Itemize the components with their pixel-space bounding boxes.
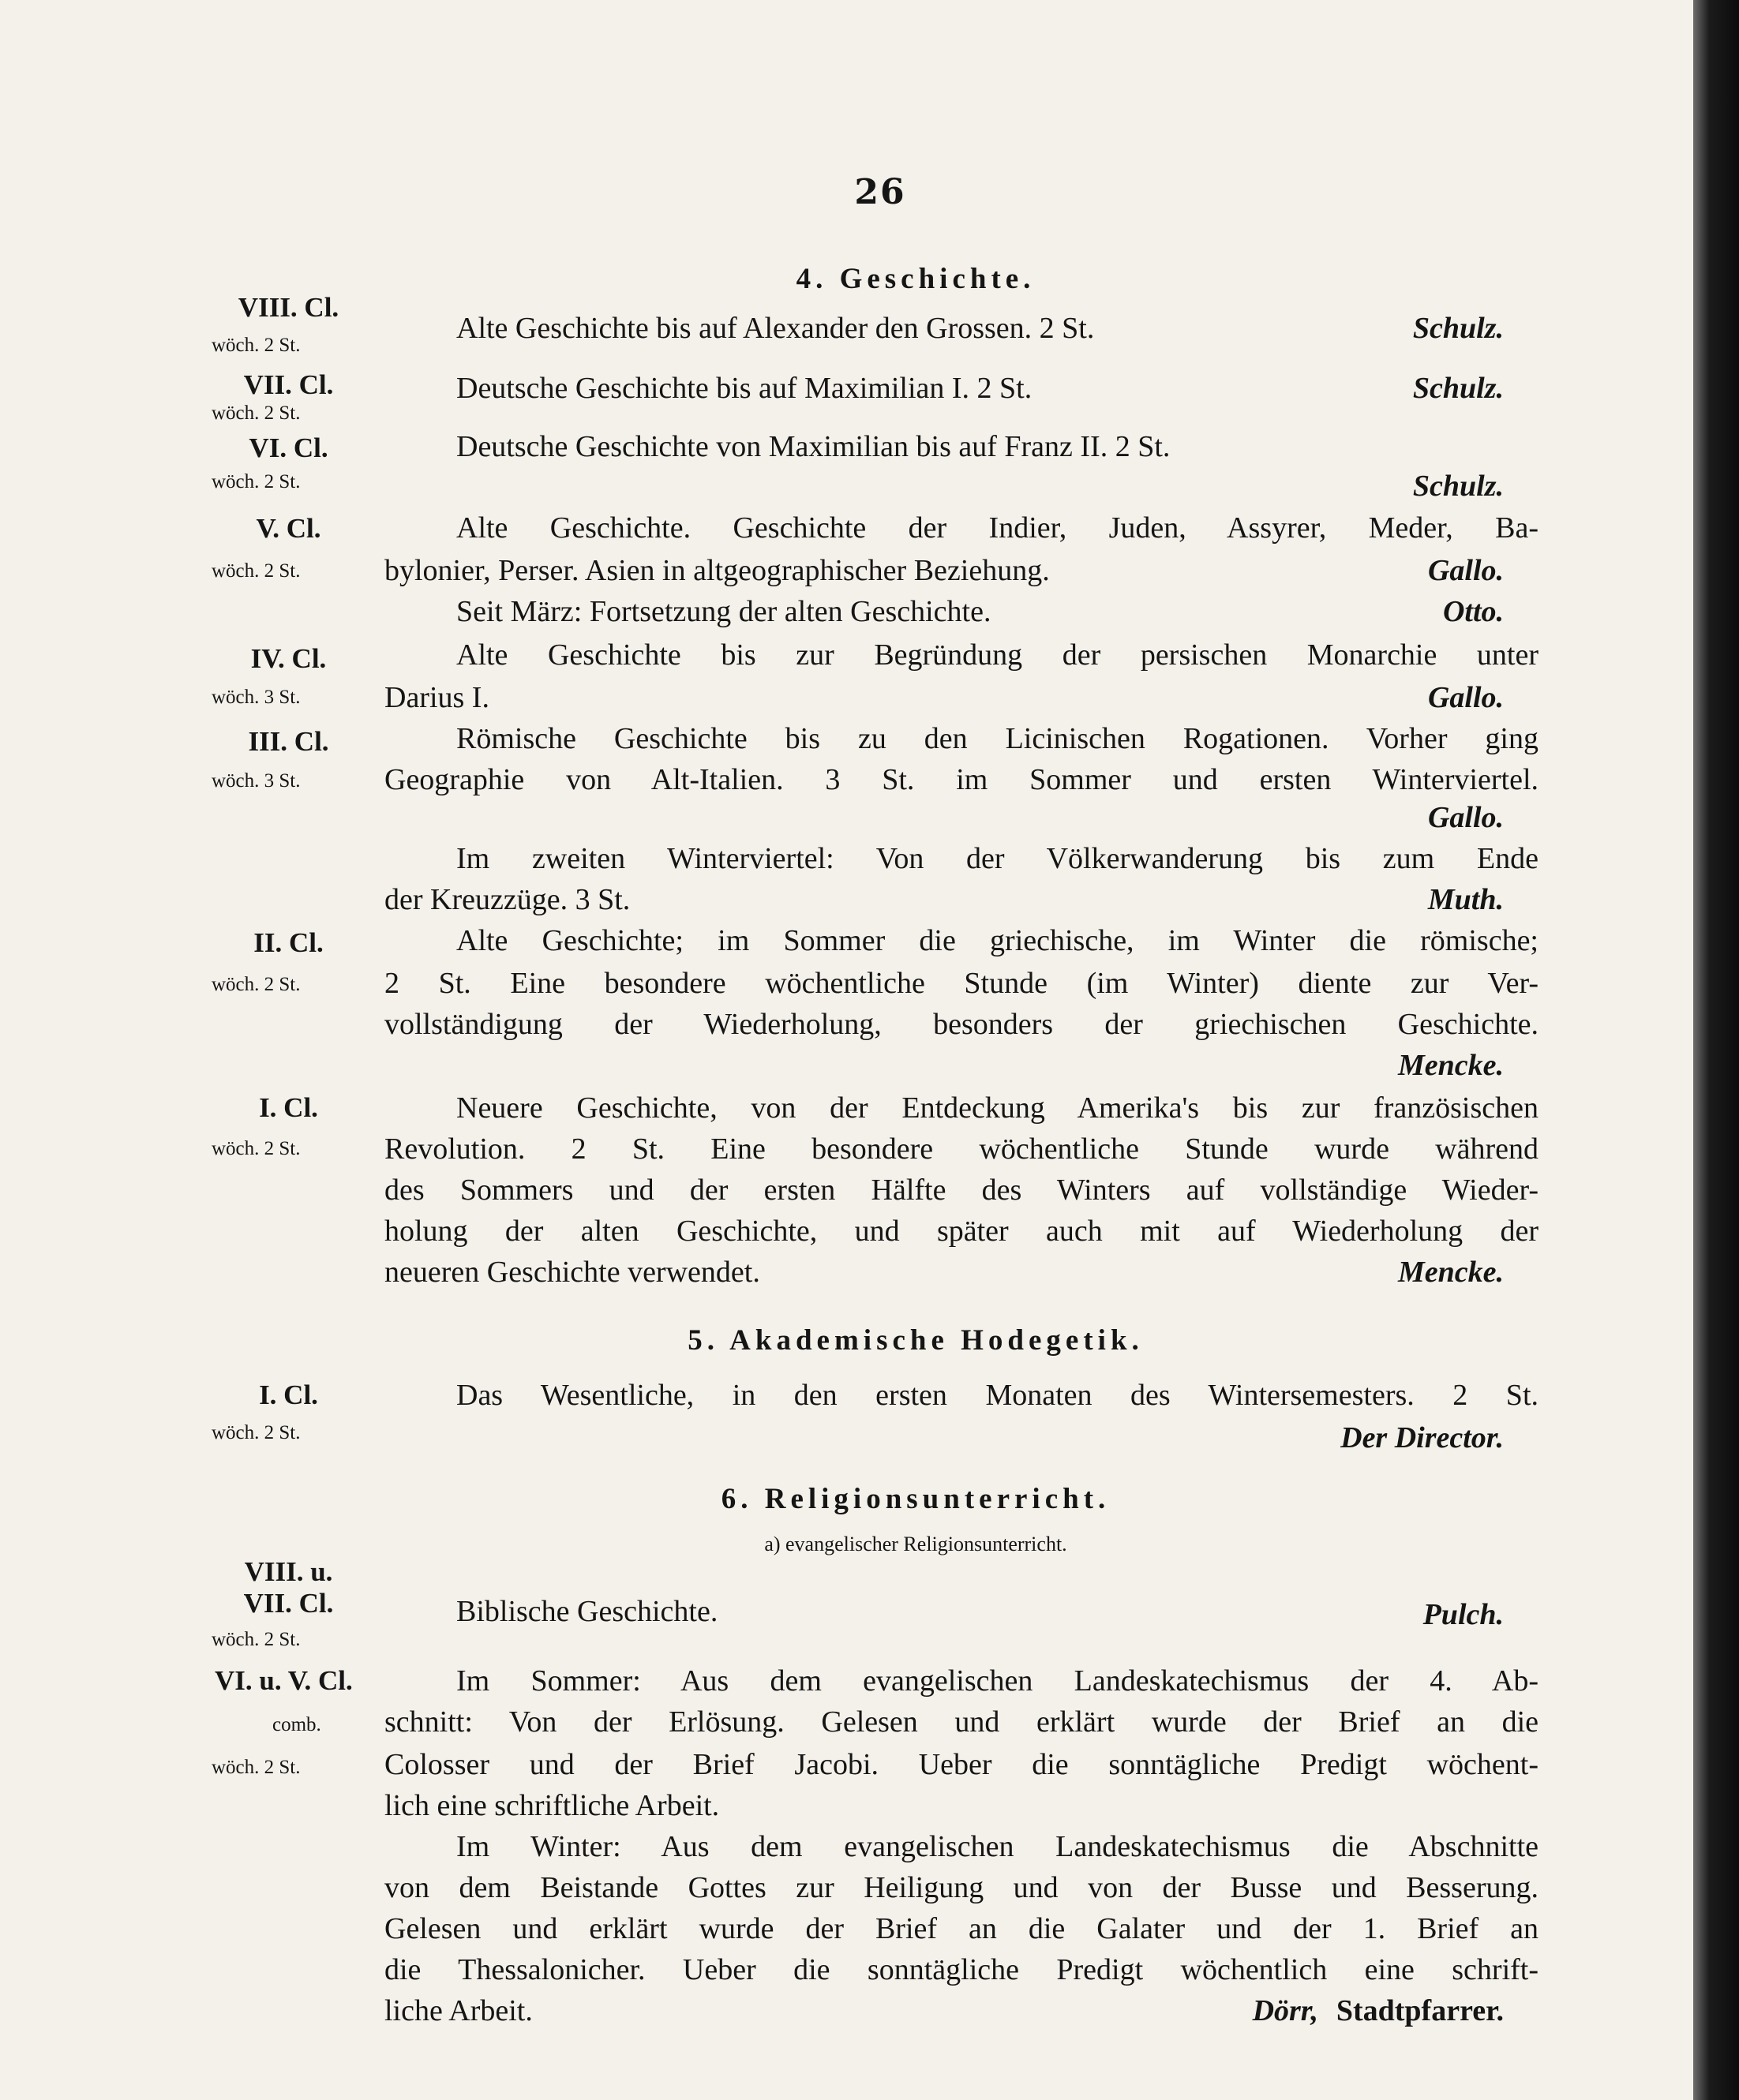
- section-heading-hodegetik: 5. Akademische Hodegetik.: [688, 1324, 1144, 1357]
- text-line: Römische Geschichte bis zu den Licinischen Rogationen. Vorher ging: [456, 722, 1538, 755]
- text-line: Alte Geschichte bis zur Begründung der persischen Monarchie unter: [456, 638, 1538, 672]
- text-line: Biblische Geschichte.: [456, 1595, 718, 1628]
- weekly-hours-i: wöch. 2 St.: [212, 1138, 301, 1159]
- class-label-ii: II. Cl.: [253, 927, 324, 958]
- weekly-hours-vii: wöch. 2 St.: [212, 402, 301, 424]
- text-line: schnitt: Von der Erlösung. Gelesen und erklärt wurde der Brief an die: [384, 1705, 1538, 1739]
- weekly-hours-iii: wöch. 3 St.: [212, 770, 301, 792]
- text-line: Seit März: Fortsetzung der alten Geschichte.: [456, 595, 991, 628]
- text-line: Deutsche Geschichte bis auf Maximilian I. 2 St.: [456, 372, 1033, 405]
- text-line: liche Arbeit.: [384, 1994, 533, 2027]
- teacher-signature: Muth.: [1427, 883, 1504, 916]
- class-label-vi: VI. Cl.: [249, 432, 328, 463]
- text-line: Gelesen und erklärt wurde der Brief an die Galater und der 1. Brief an: [384, 1912, 1538, 1945]
- class-label-vii: VII. Cl.: [243, 369, 334, 400]
- teacher-signature: Der Director.: [1340, 1421, 1504, 1454]
- text-line: die Thessalonicher. Ueber die sonntägliche Predigt wöchentlich eine schrift-: [384, 1953, 1538, 1986]
- text-line: lich eine schriftliche Arbeit.: [384, 1789, 720, 1822]
- text-line: von dem Beistande Gottes zur Heiligung und von der Busse und Besserung.: [384, 1871, 1538, 1904]
- teacher-title: Stadtpfarrer.: [1336, 1994, 1504, 2027]
- text-line: neueren Geschichte verwendet.: [384, 1256, 760, 1289]
- class-label-i-hodegetik: I. Cl.: [259, 1379, 318, 1410]
- weekly-hours-v: wöch. 2 St.: [212, 560, 301, 582]
- text-line: der Kreuzzüge. 3 St.: [384, 883, 631, 916]
- text-line: 2 St. Eine besondere wöchentliche Stunde (im Winter) diente zur Ver-: [384, 967, 1538, 1000]
- class-label-vii: VII. Cl.: [243, 1588, 334, 1619]
- text-line: Das Wesentliche, in den ersten Monaten des Wintersemesters. 2 St.: [456, 1379, 1538, 1412]
- text-line: Alte Geschichte. Geschichte der Indier, Juden, Assyrer, Meder, Ba-: [456, 511, 1538, 545]
- class-label-viii: VIII. Cl.: [238, 292, 339, 323]
- weekly-hours-vi: wöch. 2 St.: [212, 471, 301, 492]
- text-line: Im Sommer: Aus dem evangelischen Landeskatechismus der 4. Ab-: [456, 1664, 1538, 1698]
- teacher-signature: Pulch.: [1422, 1598, 1504, 1631]
- section-heading-history: 4. Geschichte.: [796, 263, 1036, 295]
- teacher-signature: Gallo.: [1427, 801, 1504, 834]
- class-label-viii-u: VIII. u.: [244, 1556, 333, 1587]
- teacher-signature: Mencke.: [1397, 1256, 1504, 1289]
- class-label-v: V. Cl.: [256, 513, 321, 544]
- teacher-signature: Mencke.: [1397, 1049, 1504, 1082]
- page-number: 26: [854, 172, 906, 212]
- text-line: Neuere Geschichte, von der Entdeckung Amerika's bis zur französischen: [456, 1091, 1538, 1125]
- class-label-iii: III. Cl.: [248, 726, 329, 757]
- teacher-signature: Schulz.: [1412, 312, 1504, 345]
- teacher-signature: Dörr,: [1252, 1994, 1318, 2027]
- weekly-hours-ii: wöch. 2 St.: [212, 974, 301, 995]
- text-line: Darius I.: [384, 681, 489, 714]
- section-subheading-religion: a) evangelischer Religionsunterricht.: [764, 1533, 1067, 1555]
- text-line: Geographie von Alt-Italien. 3 St. im Sommer und ersten Winterviertel.: [384, 763, 1538, 796]
- text-line: des Sommers und der ersten Hälfte des Winters auf vollständige Wieder-: [384, 1174, 1538, 1207]
- text-line: Im zweiten Winterviertel: Von der Völkerwanderung bis zum Ende: [456, 842, 1538, 875]
- text-line: Colosser und der Brief Jacobi. Ueber die sonntägliche Predigt wöchent-: [384, 1748, 1538, 1781]
- teacher-signature: Gallo.: [1427, 554, 1504, 587]
- teacher-signature: Schulz.: [1412, 372, 1504, 405]
- section-heading-religion: 6. Religionsunterricht.: [721, 1483, 1111, 1515]
- text-line: Alte Geschichte bis auf Alexander den Grossen. 2 St.: [456, 312, 1095, 345]
- text-line: Revolution. 2 St. Eine besondere wöchentliche Stunde wurde während: [384, 1132, 1538, 1166]
- text-line: holung der alten Geschichte, und später auch mit auf Wiederholung der: [384, 1215, 1538, 1248]
- combined-label: comb.: [272, 1714, 321, 1735]
- text-line: vollständigung der Wiederholung, besonders der griechischen Geschichte.: [384, 1008, 1538, 1041]
- text-line: Im Winter: Aus dem evangelischen Landeskatechismus die Abschnitte: [456, 1830, 1538, 1863]
- class-label-i: I. Cl.: [259, 1092, 318, 1123]
- weekly-hours-viii: wöch. 2 St.: [212, 335, 301, 356]
- text-line: bylonier, Perser. Asien in altgeographischer Beziehung.: [384, 554, 1050, 587]
- book-spine: [1693, 0, 1739, 2100]
- weekly-hours-iv: wöch. 3 St.: [212, 687, 301, 708]
- weekly-hours-vi-v: wöch. 2 St.: [212, 1757, 301, 1778]
- text-line: Deutsche Geschichte von Maximilian bis auf Franz II. 2 St.: [456, 430, 1171, 463]
- class-label-vi-v: VI. u. V. Cl.: [215, 1665, 353, 1696]
- weekly-hours-i-hodegetik: wöch. 2 St.: [212, 1422, 301, 1443]
- teacher-signature: Schulz.: [1412, 470, 1504, 503]
- teacher-signature: Otto.: [1442, 595, 1504, 628]
- teacher-signature: Gallo.: [1427, 681, 1504, 714]
- weekly-hours-viii-vii: wöch. 2 St.: [212, 1629, 301, 1650]
- text-line: Alte Geschichte; im Sommer die griechische, im Winter die römische;: [456, 924, 1538, 957]
- class-label-iv: IV. Cl.: [250, 643, 327, 674]
